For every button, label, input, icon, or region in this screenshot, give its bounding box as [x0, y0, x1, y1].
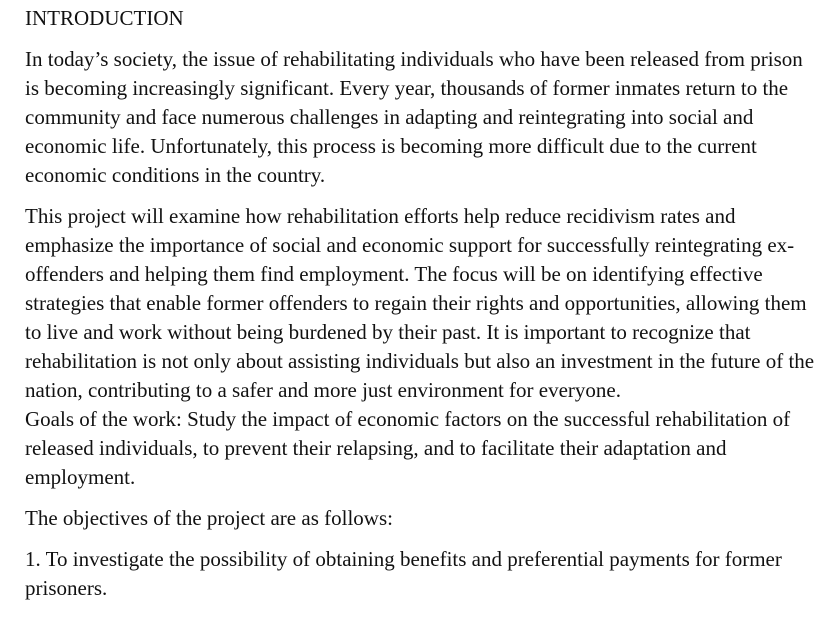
paragraph-objectives-intro: The objectives of the project are as follows:	[25, 506, 393, 530]
list-item-objective-1: 1. To investigate the possibility of obtaining benefits and preferential payments for former prisoners.	[25, 547, 782, 600]
paragraph-society-context: In today’s society, the issue of rehabilitating individuals who have been released from prison is becoming increasingly significant. Every year, thousands of former inmates return to the community and face numerous challenges in adapting and reintegrating into social and economic life. Unfortunately, this process is becoming more difficult due to the current economic conditions in the country.	[25, 47, 803, 187]
document-page	[25, 4, 815, 615]
paragraph-goals: Goals of the work: Study the impact of economic factors on the successful rehabilitation of released individuals, to prevent their relapsing, and to facilitate their adaptation and employment.	[25, 407, 791, 489]
section-heading: INTRODUCTION	[25, 6, 184, 30]
paragraph-project-scope: This project will examine how rehabilitation efforts help reduce recidivism rates and emphasize the importance of social and economic support for successfully reintegrating ex-offenders and helping them find employment. The focus will be on identifying effective strategies that enable former offenders to regain their rights and opportunities, allowing them to live and work without being burdened by their past. It is important to recognize that rehabilitation is not only about assisting individuals but also an investment in the future of the nation, contributing to a safer and more just environment for everyone.	[25, 204, 815, 402]
